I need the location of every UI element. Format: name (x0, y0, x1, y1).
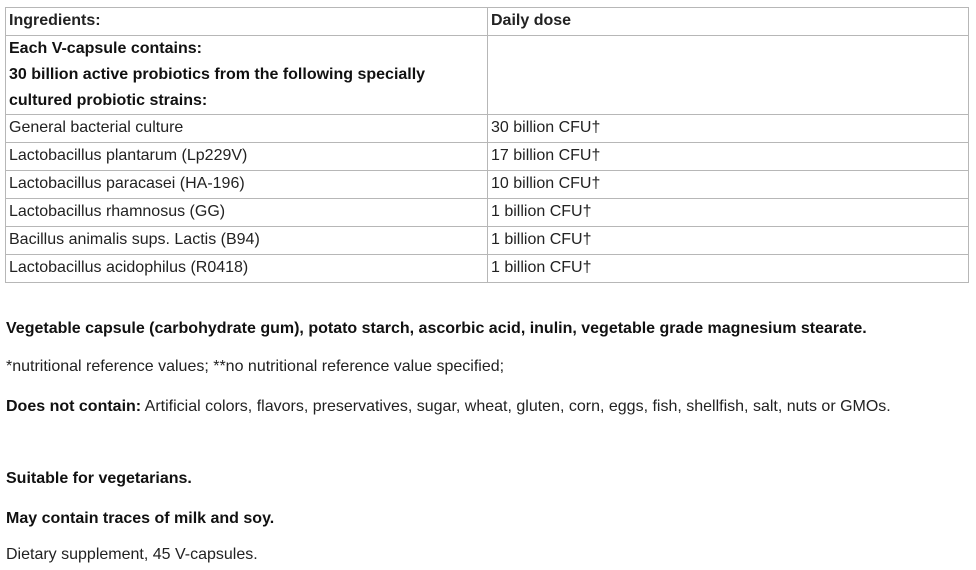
daily-dose-header: Daily dose (488, 8, 969, 36)
strain-name: Lactobacillus plantarum (Lp229V) (6, 143, 488, 171)
strain-dose: 1 billion CFU† (488, 255, 969, 283)
intro-dose-empty (488, 36, 969, 115)
vegetarian-note: Suitable for vegetarians. (6, 470, 192, 487)
table-intro-row (6, 36, 969, 115)
does-not-contain (6, 395, 966, 418)
strain-name: Lactobacillus acidophilus (R0418) (6, 255, 488, 283)
table-row (6, 227, 969, 255)
ingredients-table (5, 7, 969, 283)
table-row (6, 171, 969, 199)
intro-line-2: 30 billion active probiotics from the following specially (9, 66, 426, 83)
strain-dose: 30 billion CFU† (488, 115, 969, 143)
strain-name: Lactobacillus rhamnosus (GG) (6, 199, 488, 227)
product-description: Dietary supplement, 45 V-capsules. (6, 546, 258, 563)
intro-line-1: Each V-capsule contains: (9, 40, 202, 57)
strain-name: Lactobacillus paracasei (HA-196) (6, 171, 488, 199)
intro-line-3: cultured probiotic strains: (9, 92, 208, 109)
strain-name: General bacterial culture (6, 115, 488, 143)
strain-dose: 10 billion CFU† (488, 171, 969, 199)
ingredients-section (5, 7, 968, 283)
strain-name: Bacillus animalis sups. Lactis (B94) (6, 227, 488, 255)
strain-dose: 1 billion CFU† (488, 199, 969, 227)
footnote: *nutritional reference values; **no nutritional reference value specified; (6, 358, 505, 375)
table-row (6, 143, 969, 171)
does-not-contain-label: Does not contain: (6, 398, 142, 415)
table-row (6, 199, 969, 227)
capsule-contents-intro (6, 36, 488, 115)
table-header-row (6, 8, 969, 36)
does-not-contain-text: Artificial colors, flavors, preservatives, sugar, wheat, gluten, corn, eggs, fish, shellfish, salt, nuts or GMOs. (141, 398, 891, 415)
table-row (6, 115, 969, 143)
ingredients-header: Ingredients: (6, 8, 488, 36)
strain-dose: 17 billion CFU† (488, 143, 969, 171)
other-ingredients: Vegetable capsule (carbohydrate gum), potato starch, ascorbic acid, inulin, vegetable grade magnesium stearate. (6, 320, 867, 337)
table-row (6, 255, 969, 283)
strain-dose: 1 billion CFU† (488, 227, 969, 255)
allergen-note: May contain traces of milk and soy. (6, 510, 275, 527)
